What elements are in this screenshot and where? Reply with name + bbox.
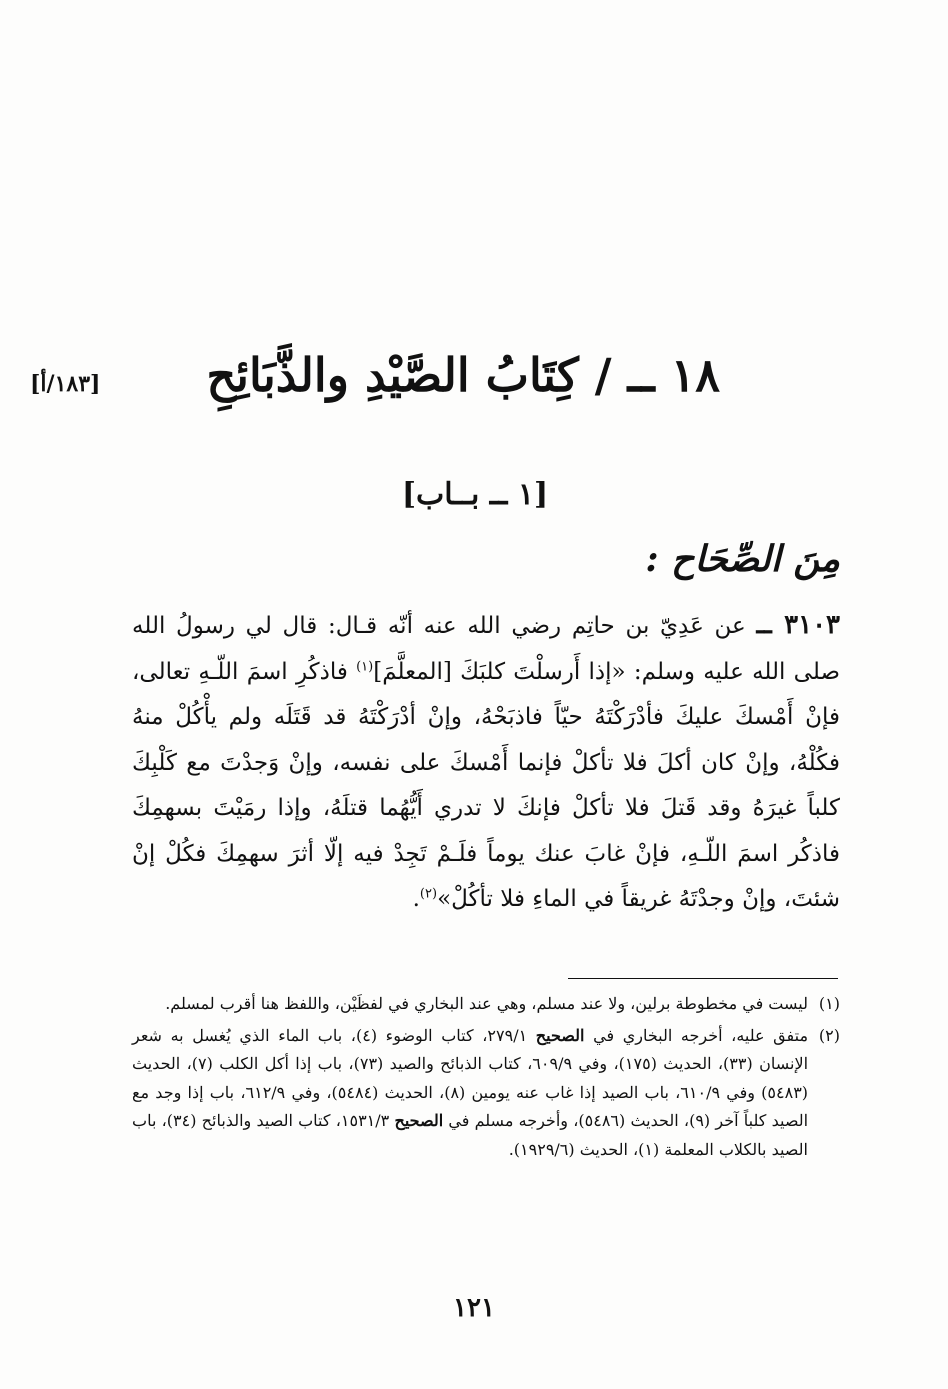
footnote-number: (٢): [818, 1025, 840, 1045]
source-title: الصحيح: [394, 1111, 444, 1130]
chapter-title: ١٨ ــ / كِتَابُ الصَّيْدِ والذَّبَائِحِ: [206, 348, 720, 402]
footnote-text: ٢٧٩/١، كتاب الوضوء (٤)، باب الماء الذي يُغسل به شعر الإنسان (٣٣)، الحديث (١٧٥)، وفي ٦٠٩/٩، كتاب الذبائح والصيد (٧٣)، باب إذا أكل الكلب (٧)، الحديث (٥٤٨٣) وفي ٦١٠/٩، باب الصيد إذا غاب عنه يومين (٨)، الحديث (٥٤٨٤)، وفي ٦١٢/٩، باب إذا وجد مع الصيد كلباً آخر (٩)، الحديث (٥٤٨٦)، وأخرجه مسلم في: [132, 1025, 809, 1130]
hadith-text-part-1: عن عَدِيّ بن حاتِم رضي الله عنه أنّه قـال: قال لي رسولُ الله صلى الله عليه وسلم: «إذا أَرسلْتَ كلبَكَ [المعلَّمَ]: [132, 613, 840, 685]
footnote-text: ليست في مخطوطة برلين، ولا عند مسلم، وهي عند البخاري في لفظَيْن، واللفظ هنا أقرب لمسلم.: [165, 994, 808, 1013]
footnote-ref-1: (١): [356, 658, 374, 674]
footnotes: [132, 990, 840, 1167]
footnote-separator: [568, 978, 838, 979]
footnote-1: [132, 990, 840, 1019]
source-title: الصحيح: [535, 1025, 585, 1045]
footnote-2: [132, 1022, 840, 1165]
footnote-text: متفق عليه، أخرجه البخاري في: [593, 1025, 809, 1045]
hadith-text-part-2: فاذكُرِ اسمَ اللّـهِ تعالى، فإنْ أَمْسكَ عليكَ فأدْرَكْتَهُ حيّاً فاذبَحْهُ، وإنْ أدْرَكْتَهُ قد قَتَلَه ولم يأْكُلْ منهُ فكُلْهُ، وإنْ كان أكلَ فلا تأكلْ فإنما أَمْسكَ على نفسه، وإنْ وَجدْتَ مع كَلْبِكَ كلباً غيرَهُ وقد قَتلَ فلا تأكلْ فإنكَ لا تدري أَيُّهُما قتلَهُ، وإذا رمَيْتَ بسهمِكَ فاذكُر اسمَ اللّـهِ، فإنْ غابَ عنك يوماً فلَـمْ تَجِدْ فيه إلّا أثرَ سهمِكَ فكُلْ إنْ شئتَ، وإنْ وجدْتَهُ غريقاً في الماءِ فلا تأكُلْ»: [132, 658, 840, 912]
hadith-text: [132, 603, 840, 923]
hadith-number: ٣١٠٣ ــ: [756, 610, 840, 640]
manuscript-folio-reference: [١٨٣/أ]: [30, 371, 101, 397]
hadith-text-end: .: [412, 886, 420, 912]
source-heading: مِنَ الصِّحَاح :: [645, 538, 840, 580]
footnote-number: (١): [818, 994, 840, 1013]
bab-heading: [١ ــ بــاب]: [401, 477, 549, 512]
page-number: ١٢١: [453, 1293, 495, 1323]
footnote-ref-2: (٢): [419, 886, 438, 902]
footnote-text: ١٥٣١/٣، كتاب الصيد والذبائح (٣٤)، باب الصيد بالكلاب المعلمة (١)، الحديث (١٩٢٩/٦).: [132, 1111, 808, 1159]
